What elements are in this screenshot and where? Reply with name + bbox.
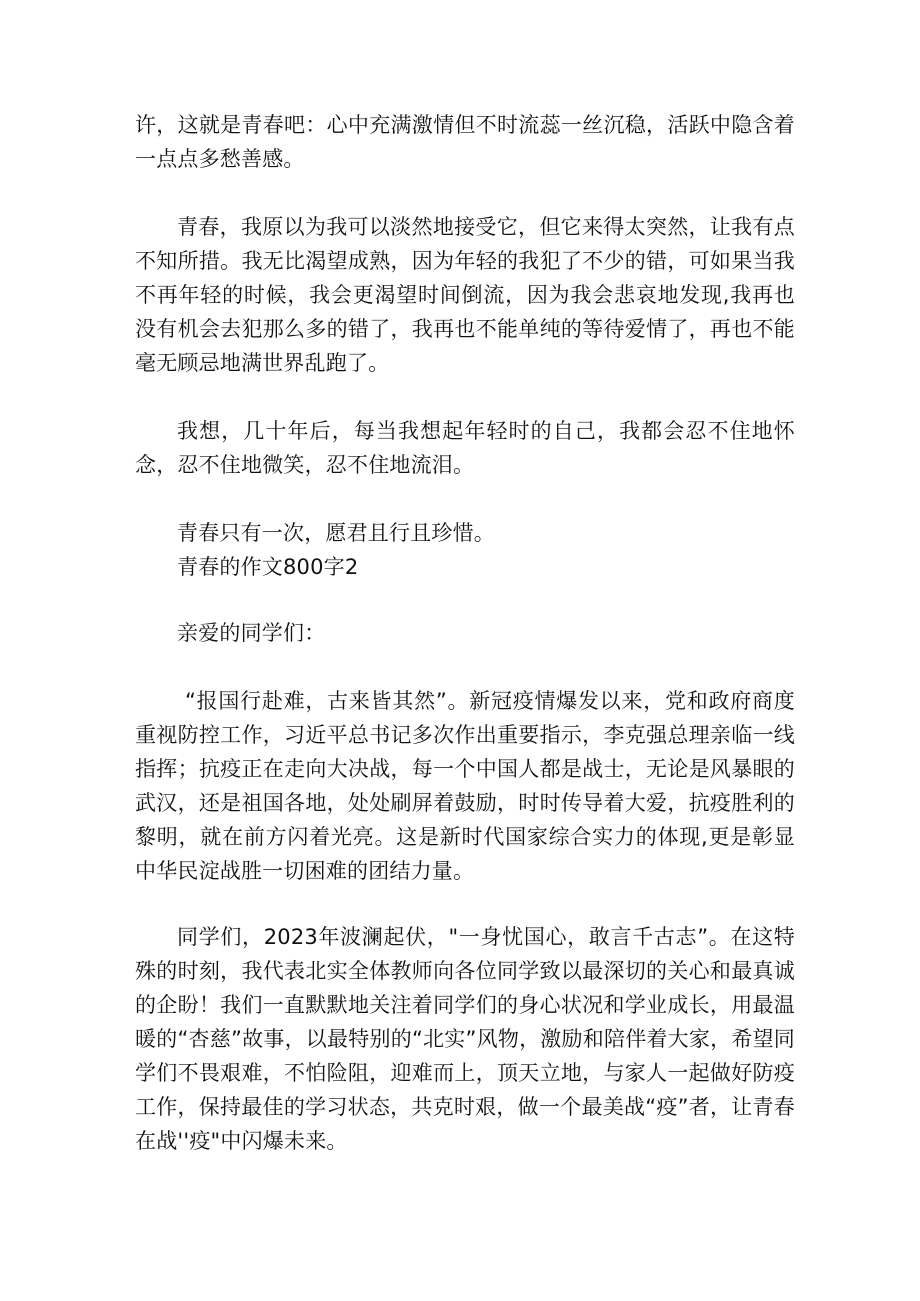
paragraph-text: 青春只有一次，愿君且行且珍惜。 xyxy=(177,521,495,545)
paragraph-text: 同学们，2023年波澜起伏，"一身忧国心，敢言千古志”。在这特殊的时刻，我代表北实全体教师向各位同学致以最深切的关心和最真诚的企盼！我们一直默默地关注着同学们的身心状况和学业成长，用最温暖的“杏慈”故事，以最特别的“北实”风物，激励和陪伴着大家，希望同学们不畏艰难，不怕险阻，迎难而上，顶天立地，与家人一起做好防疫工作，保持最佳的学习状态，共克时艰，做一个最美战“疫”者，让青春在战''疫"中闪爆未来。 xyxy=(135,925,795,1153)
paragraph-students xyxy=(135,920,795,1158)
essay-title: 青春的作文800字2 xyxy=(177,555,359,579)
paragraph-epidemic xyxy=(135,684,795,888)
paragraph-text: 许，这就是青春吧：心中充满激情但不时流蕊一丝沉稳，活跃中隐含着一点点多愁善感。 xyxy=(135,113,795,171)
paragraph-future-memory xyxy=(135,414,795,482)
essay-heading xyxy=(135,550,795,584)
salutation xyxy=(135,616,795,650)
paragraph-text: “报国行赴难，古来皆其然”。新冠疫情爆发以来，党和政府商度重视防控工作，习近平总书记多次作出重要指示，李克强总理亲临一线指挥；抗疫正在走向大决战，每一个中国人都是战士，无论是风暴眼的武汉，还是祖国各地，处处刷屏着鼓励，时时传导着大爱，抗疫胜利的黎明，就在前方闪着光亮。这是新时代国家综合实力的体现,更是彰显中华民淀战胜一切困难的团结力量。 xyxy=(135,689,795,883)
paragraph-text: 我想，几十年后，每当我想起年轻时的自己，我都会忍不住地怀念，忍不住地微笑，忍不住地流泪。 xyxy=(135,419,795,477)
paragraph-cherish xyxy=(135,516,795,550)
greeting-text: 亲爱的同学们： xyxy=(177,621,326,645)
paragraph-text: 青春，我原以为我可以淡然地接受它，但它来得太突然，让我有点不知所措。我无比渴望成熟，因为年轻的我犯了不少的错，可如果当我不再年轻的时候，我会更渴望时间倒流，因为我会悲哀地发现,我再也没有机会去犯那么多的错了，我再也不能单纯的等待爱情了，再也不能毫无顾忌地满世界乱跑了。 xyxy=(135,215,795,375)
paragraph-opening xyxy=(135,108,795,176)
paragraph-youth-reflection xyxy=(135,210,795,380)
